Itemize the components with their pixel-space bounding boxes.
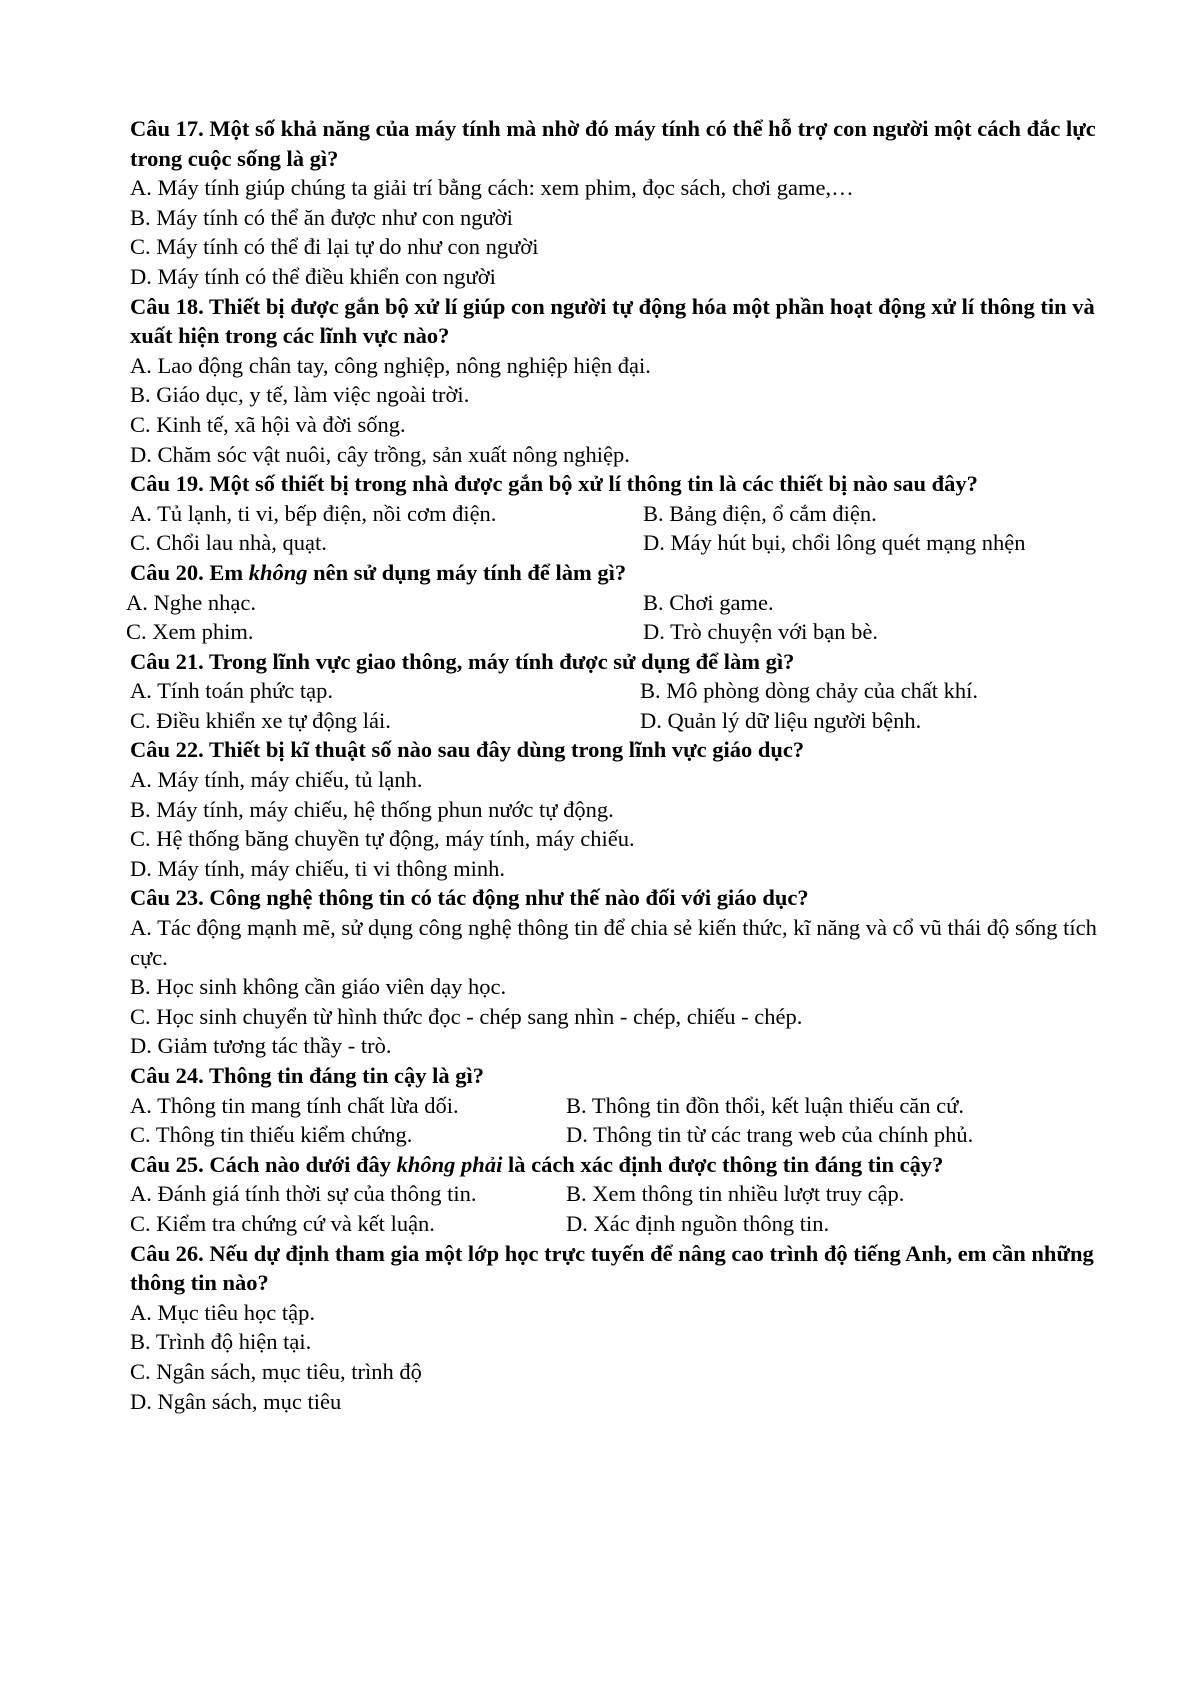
question-20 [0,558,1190,647]
option-b: B. Máy tính, máy chiếu, hệ thống phun nước tự động. [130,796,614,822]
option-row [0,499,1190,529]
option-b: B. Chơi game. [643,589,774,615]
option-a: A. Tủ lạnh, ti vi, bếp điện, nồi cơm điện. [130,500,497,526]
question-title [0,735,1125,765]
question-number: Câu 18. [130,293,204,319]
question-title [0,292,1125,351]
option-b: B. Bảng điện, ổ cắm điện. [643,500,877,526]
question-text: Một số thiết bị trong nhà được gắn bộ xử lí thông tin là các thiết bị nào sau đây? [209,471,978,497]
option-a: A. Thông tin mang tính chất lừa dối. [130,1092,459,1118]
option-row [0,676,1190,706]
question-title [0,1239,1125,1298]
option-c: C. Chổi lau nhà, quạt. [130,530,327,556]
option-d: D. Xác định nguồn thông tin. [566,1210,830,1236]
option-row [0,1091,1190,1121]
question-text: Trong lĩnh vực giao thông, máy tính được sử dụng để làm gì? [208,648,795,674]
question-19 [0,469,1190,558]
question-text-post: nên sử dụng máy tính để làm gì? [307,559,627,585]
option-d: D. Giảm tương tác thầy - trò. [130,1033,392,1059]
option-row [0,1209,1190,1239]
question-21 [0,647,1190,736]
option-row [0,588,1190,618]
option-a: A. Máy tính, máy chiếu, tủ lạnh. [130,767,423,793]
option-a: A. Nghe nhạc. [126,589,256,615]
option-d: D. Máy hút bụi, chổi lông quét mạng nhện [643,530,1026,556]
question-24 [0,1061,1190,1150]
option-row [0,528,1190,558]
question-number: Câu 23. [130,885,204,911]
option-c: C. Xem phim. [126,619,254,645]
question-text: Thông tin đáng tin cậy là gì? [208,1063,485,1088]
question-number: Câu 21. [130,648,204,674]
option-a: A. Lao động chân tay, công nghiệp, nông nghiệp hiện đại. [130,352,651,378]
question-number: Câu 24. [130,1063,204,1088]
question-title [0,1061,1125,1091]
question-text-pre: Cách nào dưới đây [209,1151,397,1177]
option-c: C. Kinh tế, xã hội và đời sống. [130,411,406,437]
question-text: Thiết bị kĩ thuật số nào sau đây dùng trong lĩnh vực giáo dục? [208,737,805,763]
question-title [0,469,1125,499]
option-a: A. Máy tính giúp chúng ta giải trí bằng cách: xem phim, đọc sách, chơi game,… [130,175,854,201]
question-title [0,647,1125,677]
option-c: C. Thông tin thiếu kiểm chứng. [130,1122,413,1148]
option-d: D. Quản lý dữ liệu người bệnh. [640,707,922,733]
option-c: C. Học sinh chuyển từ hình thức đọc - chép sang nhìn - chép, chiếu - chép. [130,1003,803,1029]
question-title [0,1150,1125,1180]
question-text-emphasis: không [248,559,308,585]
option-c: C. Kiểm tra chứng cứ và kết luận. [130,1210,435,1236]
option-a: A. Tác động mạnh mẽ, sử dụng công nghệ thông tin để chia sẻ kiến thức, kĩ năng và cổ vũ thái độ sống tích cực. [130,915,1097,970]
option-b: B. Trình độ hiện tại. [130,1329,312,1355]
option-row [0,706,1190,736]
option-d: D. Máy tính, máy chiếu, ti vi thông minh. [130,855,505,881]
question-number: Câu 25. [130,1151,204,1177]
option-c: C. Máy tính có thể đi lại tự do như con người [130,234,539,260]
option-d: D. Máy tính có thể điều khiển con người [130,263,496,289]
question-title [0,558,1125,588]
option-c: C. Ngân sách, mục tiêu, trình độ [130,1358,422,1384]
option-b: B. Học sinh không cần giáo viên dạy học. [130,974,507,1000]
question-text-pre: Em [209,559,249,585]
option-d: D. Ngân sách, mục tiêu [130,1388,342,1414]
option-row [0,1120,1190,1150]
option-a: A. Tính toán phức tạp. [130,678,333,704]
question-23 [0,883,1190,1061]
question-text: Thiết bị được gắn bộ xử lí giúp con người tự động hóa một phần hoạt động xử lí thông tin và xuất hiện trong các lĩnh vực nào? [130,293,1095,349]
option-b: B. Máy tính có thể ăn được như con người [130,204,513,230]
option-b: B. Xem thông tin nhiều lượt truy cập. [566,1181,905,1207]
question-25 [0,1150,1190,1239]
question-number: Câu 26. [130,1240,204,1266]
option-c: C. Điều khiển xe tự động lái. [130,707,391,733]
question-22 [0,735,1190,883]
question-text-post: là cách xác định được thông tin đáng tin cậy? [502,1151,944,1177]
option-d: D. Trò chuyện với bạn bè. [643,619,879,645]
question-17 [0,114,1190,292]
option-b: B. Mô phòng dòng chảy của chất khí. [640,678,979,704]
option-c: C. Hệ thống băng chuyền tự động, máy tính, máy chiếu. [130,826,635,852]
option-a: A. Đánh giá tính thời sự của thông tin. [130,1181,477,1207]
question-text-emphasis: không phải [396,1151,503,1177]
question-title [0,883,1125,913]
question-18 [0,292,1190,470]
question-26 [0,1239,1190,1417]
option-d: D. Chăm sóc vật nuôi, cây trồng, sản xuất nông nghiệp. [130,441,630,467]
question-number: Câu 17. [130,116,204,141]
option-row [0,1179,1190,1209]
question-text: Công nghệ thông tin có tác động như thế nào đối với giáo dục? [209,885,809,911]
question-number: Câu 19. [130,471,204,497]
option-d: D. Thông tin từ các trang web của chính phủ. [566,1122,974,1148]
question-number: Câu 22. [130,737,204,763]
option-b: B. Giáo dục, y tế, làm việc ngoài trời. [130,382,470,408]
option-a: A. Mục tiêu học tập. [130,1299,315,1325]
option-row [0,617,1190,647]
option-b: B. Thông tin đồn thổi, kết luận thiếu căn cứ. [566,1092,964,1118]
question-text: Một số khả năng của máy tính mà nhờ đó máy tính có thể hỗ trợ con người một cách đắc lực trong cuộc sống là gì? [130,116,1096,171]
exam-page [0,114,1190,1416]
question-title [0,114,1125,173]
question-number: Câu 20. [130,559,204,585]
question-text: Nếu dự định tham gia một lớp học trực tuyến để nâng cao trình độ tiếng Anh, em cần những thông tin nào? [130,1240,1094,1296]
